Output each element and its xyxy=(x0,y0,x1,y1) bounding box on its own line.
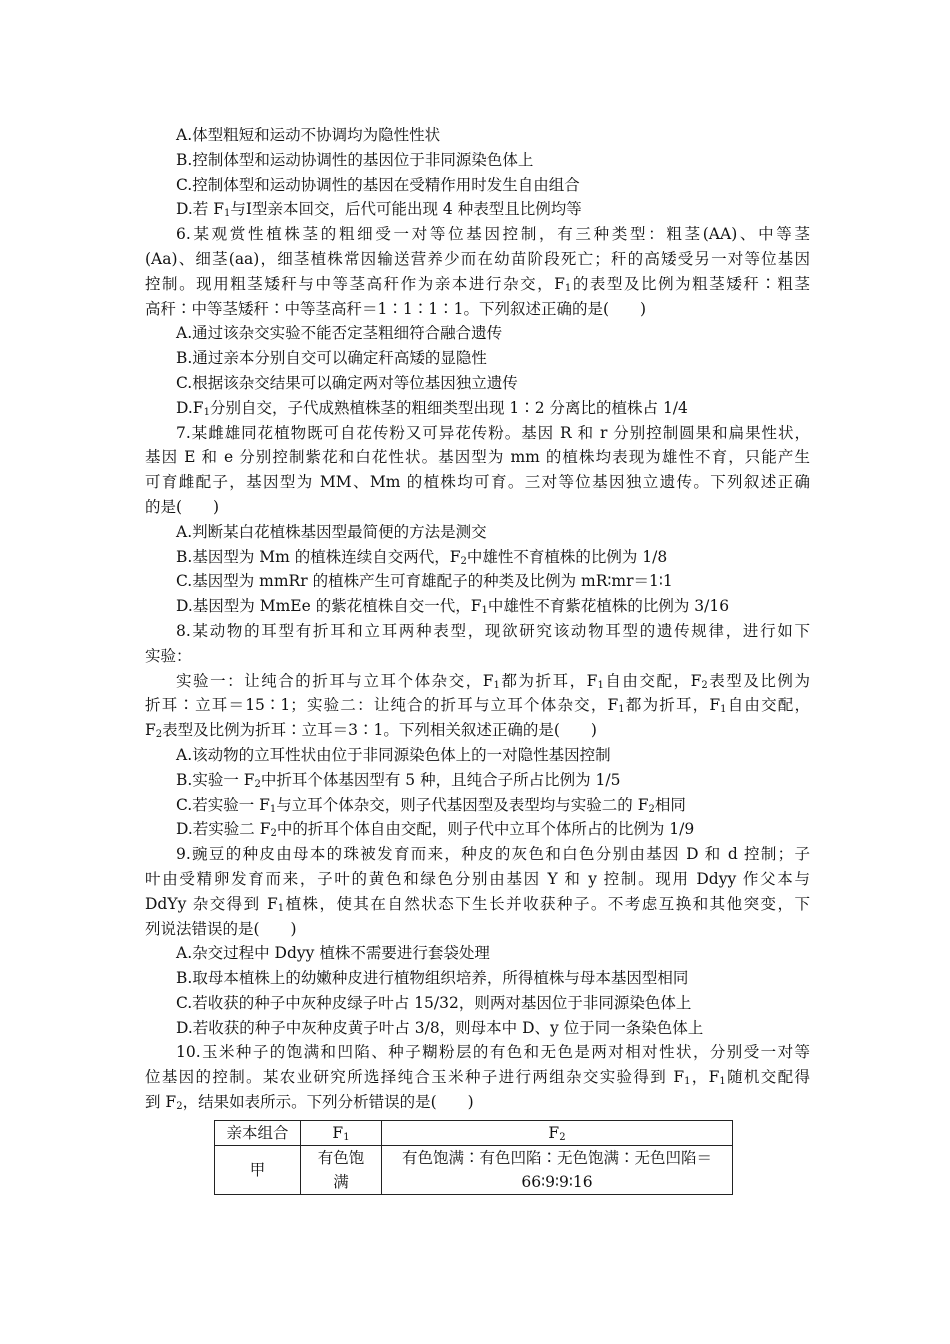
q7-option-c: C.基因型为 mmRr 的植株产生可育雄配子的种类及比例为 mR∶mr＝1∶1 xyxy=(176,572,673,591)
q9-option-a: A.杂交过程中 Ddyy 植株不需要进行套袋处理 xyxy=(176,944,490,963)
q8-stem-line-1: 8.某动物的耳型有折耳和立耳两种表型，现欲研究该动物耳型的遗传规律，进行如下 xyxy=(176,621,810,640)
table-header-f2: $F_2$ xyxy=(382,1121,733,1146)
table-cell-f2: 有色饱满∶有色凹陷∶无色饱满∶无色凹陷＝ 66∶9∶9∶16 xyxy=(382,1146,733,1195)
q9-stem-line-2: 叶由受精卵发育而来，子叶的黄色和绿色分别由基因 Y 和 y 控制。现用 Ddyy 作父本与 xyxy=(145,869,810,888)
q9-option-b: B.取母本植株上的幼嫩种皮进行植物组织培养，所得植株与母本基因型相同 xyxy=(176,969,689,988)
q6-option-b: B.通过亲本分别自交可以确定秆高矮的显隐性 xyxy=(176,349,487,368)
q8-option-a: A.该动物的立耳性状由位于非同源染色体上的一对隐性基因控制 xyxy=(176,745,611,764)
results-table xyxy=(214,1120,733,1195)
q7-option-a: A.判断某白花植株基因型最简便的方法是测交 xyxy=(176,522,487,541)
q7-stem-line-2: 基因 E 和 e 分别控制紫花和白花性状。基因型为 mm 的植株均表现为雄性不育，只能产生 xyxy=(145,448,810,467)
q6-option-c: C.根据该杂交结果可以确定两对等位基因独立遗传 xyxy=(176,373,518,392)
q7-option-b: B.基因型为 Mm 的植株连续自交两代，$F_2$中雄性不育植株的比例为 1/8 xyxy=(176,547,668,567)
q10-stem-line-1: 10.玉米种子的饱满和凹陷、种子糊粉层的有色和无色是两对相对性状，分别受一对等 xyxy=(176,1043,810,1062)
q5-option-d: D.若 $F_1$与Ⅰ型亲本回交，后代可能出现 4 种表型且比例均等 xyxy=(176,200,582,220)
table-row xyxy=(215,1146,733,1195)
q5-option-b: B.控制体型和运动协调性的基因位于非同源染色体上 xyxy=(176,150,534,169)
q8-option-c: C.若实验一 $F_1$与立耳个体杂交，则子代基因型及表型均与实验二的 $F_2$相同 xyxy=(176,795,686,815)
q10-stem-line-3: 到 $F_2$，结果如表所示。下列分析错误的是( ) xyxy=(145,1093,474,1113)
q9-stem-line-3: DdYy 杂交得到 $F_1$植株，使其在自然状态下生长并收获种子。不考虑互换和其他突变，下 xyxy=(145,894,810,914)
q9-stem-line-1: 9.豌豆的种皮由母本的珠被发育而来，种皮的灰色和白色分别由基因 D 和 d 控制；子 xyxy=(176,845,810,864)
table-header-parent-combination: 亲本组合 xyxy=(215,1121,301,1146)
q9-option-d: D.若收获的种子中灰种皮黄子叶占 3/8，则母本中 D、y 位于同一条染色体上 xyxy=(176,1018,704,1037)
q8-experiment-line-2: 折耳∶立耳＝15∶1；实验二：让纯合的折耳与立耳个体杂交，$F_1$都为折耳，$F_1$自由交配， xyxy=(145,696,810,716)
q6-stem-line-2: (Aa)、细茎(aa)，细茎植株常因输送营养少而在幼苗阶段死亡；秆的高矮受另一对等位基因 xyxy=(145,249,810,268)
q8-option-b: B.实验一 $F_2$中折耳个体基因型有 5 种，且纯合子所占比例为 1/5 xyxy=(176,770,621,790)
q7-option-d: D.基因型为 MmEe 的紫花植株自交一代，$F_1$中雄性不育紫花植株的比例为 3/16 xyxy=(176,597,730,617)
q8-stem-line-2: 实验： xyxy=(145,646,192,665)
q6-stem-line-1: 6.某观赏性植株茎的粗细受一对等位基因控制，有三种类型：粗茎(AA)、中等茎 xyxy=(176,225,810,244)
document-body xyxy=(145,123,810,1115)
q6-option-a: A.通过该杂交实验不能否定茎粗细符合融合遗传 xyxy=(176,324,503,343)
q7-stem-line-3: 可育雌配子，基因型为 MM、Mm 的植株均可育。三对等位基因独立遗传。下列叙述正确 xyxy=(145,473,810,492)
table-cell-group: 甲 xyxy=(215,1146,301,1195)
q8-experiment-line-1: 实验一：让纯合的折耳与立耳个体杂交，$F_1$都为折耳，$F_1$自由交配，$F_2$表型及比例为 xyxy=(176,671,810,691)
q5-option-c: C.控制体型和运动协调性的基因在受精作用时发生自由组合 xyxy=(176,175,580,194)
q7-stem-line-4: 的是( ) xyxy=(145,497,220,516)
table-header-f1: $F_1$ xyxy=(301,1121,382,1146)
q9-stem-line-4: 列说法错误的是( ) xyxy=(145,919,297,938)
q8-option-d: D.若实验二 $F_2$中的折耳个体自由交配，则子代中立耳个体所占的比例为 1/9 xyxy=(176,820,695,840)
q7-stem-line-1: 7.某雌雄同花植物既可自花传粉又可异花传粉。基因 R 和 r 分别控制圆果和扁果性状， xyxy=(176,423,810,442)
q5-option-a: A.体型粗短和运动不协调均为隐性性状 xyxy=(176,126,441,144)
q6-stem-line-3: 控制。现用粗茎矮秆与中等茎高秆作为亲本进行杂交，$F_1$的表型及比例为粗茎矮秆∶粗茎 xyxy=(145,274,810,294)
q8-experiment-line-3: $F_2$表型及比例为折耳∶立耳＝3∶1。下列相关叙述正确的是( ) xyxy=(145,721,597,741)
table-header-row xyxy=(215,1121,733,1146)
q10-stem-line-2: 位基因的控制。某农业研究所选择纯合玉米种子进行两组杂交实验得到 $F_1$，$F_1$随机交配得 xyxy=(145,1068,810,1088)
table-cell-f1: 有色饱 满 xyxy=(301,1146,382,1195)
q9-option-c: C.若收获的种子中灰种皮绿子叶占 15/32，则两对基因位于非同源染色体上 xyxy=(176,993,692,1012)
q6-stem-line-4: 高秆∶中等茎矮秆∶中等茎高秆＝1∶1∶1∶1。下列叙述正确的是( ) xyxy=(145,299,647,318)
q6-option-d: $D.F_1$分别自交，子代成熟植株茎的粗细类型出现 1∶2 分离比的植株占 1/4 xyxy=(176,398,688,418)
